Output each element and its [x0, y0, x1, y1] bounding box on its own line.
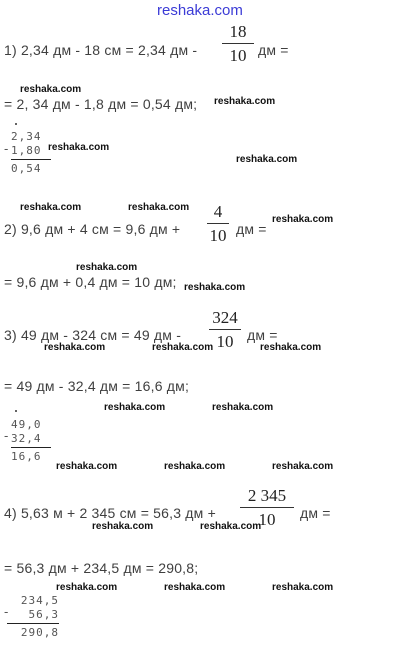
watermark: reshaka.com	[56, 461, 118, 472]
column-top: 234,5	[20, 594, 59, 607]
watermark: reshaka.com	[200, 521, 262, 532]
watermark: reshaka.com	[44, 342, 106, 353]
problem-3-column-subtraction	[11, 418, 51, 464]
watermark: reshaka.com	[92, 521, 154, 532]
problem-1-fraction	[222, 22, 254, 65]
problem-3-fraction	[209, 308, 241, 351]
problem-3-lead: 3) 49 дм - 324 см = 49 дм -	[4, 327, 182, 343]
watermark: reshaka.com	[272, 214, 334, 225]
problem-1-column-subtraction	[11, 130, 51, 176]
fraction-denominator: 10	[229, 46, 247, 65]
watermark: reshaka.com	[272, 582, 334, 593]
problem-4-column-subtraction	[7, 594, 59, 640]
fraction-bar	[207, 223, 229, 224]
minus-sign: -	[4, 604, 9, 619]
problem-4-result: = 56,3 дм + 234,5 дм = 290,8;	[4, 560, 199, 576]
fraction-denominator: 10	[216, 332, 234, 351]
column-bar	[11, 447, 51, 448]
fraction-bar	[240, 507, 294, 508]
watermark: reshaka.com	[152, 342, 214, 353]
fraction-numerator: 4	[213, 202, 223, 221]
column-bar	[11, 159, 51, 160]
column-bottom: 1,80	[11, 144, 42, 157]
problem-1-tail: дм =	[258, 42, 289, 58]
problem-4-lead: 4) 5,63 м + 2 345 см = 56,3 дм +	[4, 505, 216, 521]
watermark: reshaka.com	[104, 402, 166, 413]
watermark: reshaka.com	[48, 142, 110, 153]
problem-4-tail: дм =	[300, 505, 331, 521]
watermark: reshaka.com	[164, 582, 226, 593]
problem-3-result: = 49 дм - 32,4 дм = 16,6 дм;	[4, 378, 190, 394]
problem-1-lead: 1) 2,34 дм - 18 см = 2,34 дм -	[4, 42, 198, 58]
decimal-marker	[15, 123, 17, 125]
watermark: reshaka.com	[56, 582, 118, 593]
problem-3-tail: дм =	[247, 327, 278, 343]
site-title: reshaka.com	[157, 2, 243, 19]
fraction-numerator: 2 345	[247, 486, 287, 505]
watermark: reshaka.com	[76, 262, 138, 273]
fraction-bar	[209, 329, 241, 330]
fraction-bar	[222, 43, 254, 44]
minus-sign: -	[4, 141, 9, 156]
watermark: reshaka.com	[214, 96, 276, 107]
column-top: 2,34	[11, 130, 42, 143]
column-top: 49,0	[11, 418, 42, 431]
watermark: reshaka.com	[164, 461, 226, 472]
problem-2-lead: 2) 9,6 дм + 4 см = 9,6 дм +	[4, 221, 181, 237]
minus-sign: -	[4, 428, 9, 443]
problem-2-fraction	[207, 202, 229, 245]
watermark: reshaka.com	[20, 84, 82, 95]
fraction-denominator: 10	[209, 226, 227, 245]
column-answer: 0,54	[11, 162, 42, 175]
problem-1-result: = 2, 34 дм - 1,8 дм = 0,54 дм;	[4, 96, 198, 112]
fraction-denominator: 10	[258, 510, 276, 529]
watermark: reshaka.com	[212, 402, 274, 413]
column-bottom: 56,3	[28, 608, 59, 621]
column-bottom: 32,4	[11, 432, 42, 445]
watermark: reshaka.com	[272, 461, 334, 472]
column-answer: 16,6	[11, 450, 42, 463]
column-answer: 290,8	[20, 626, 59, 639]
watermark: reshaka.com	[260, 342, 322, 353]
problem-2-tail: дм =	[236, 221, 267, 237]
watermark: reshaka.com	[184, 282, 246, 293]
column-bar	[7, 623, 59, 624]
fraction-numerator: 18	[229, 22, 247, 41]
watermark: reshaka.com	[236, 154, 298, 165]
decimal-marker	[15, 410, 17, 412]
problem-2-result: = 9,6 дм + 0,4 дм = 10 дм;	[4, 274, 177, 290]
watermark: reshaka.com	[128, 202, 190, 213]
fraction-numerator: 324	[212, 308, 238, 327]
watermark: reshaka.com	[20, 202, 82, 213]
